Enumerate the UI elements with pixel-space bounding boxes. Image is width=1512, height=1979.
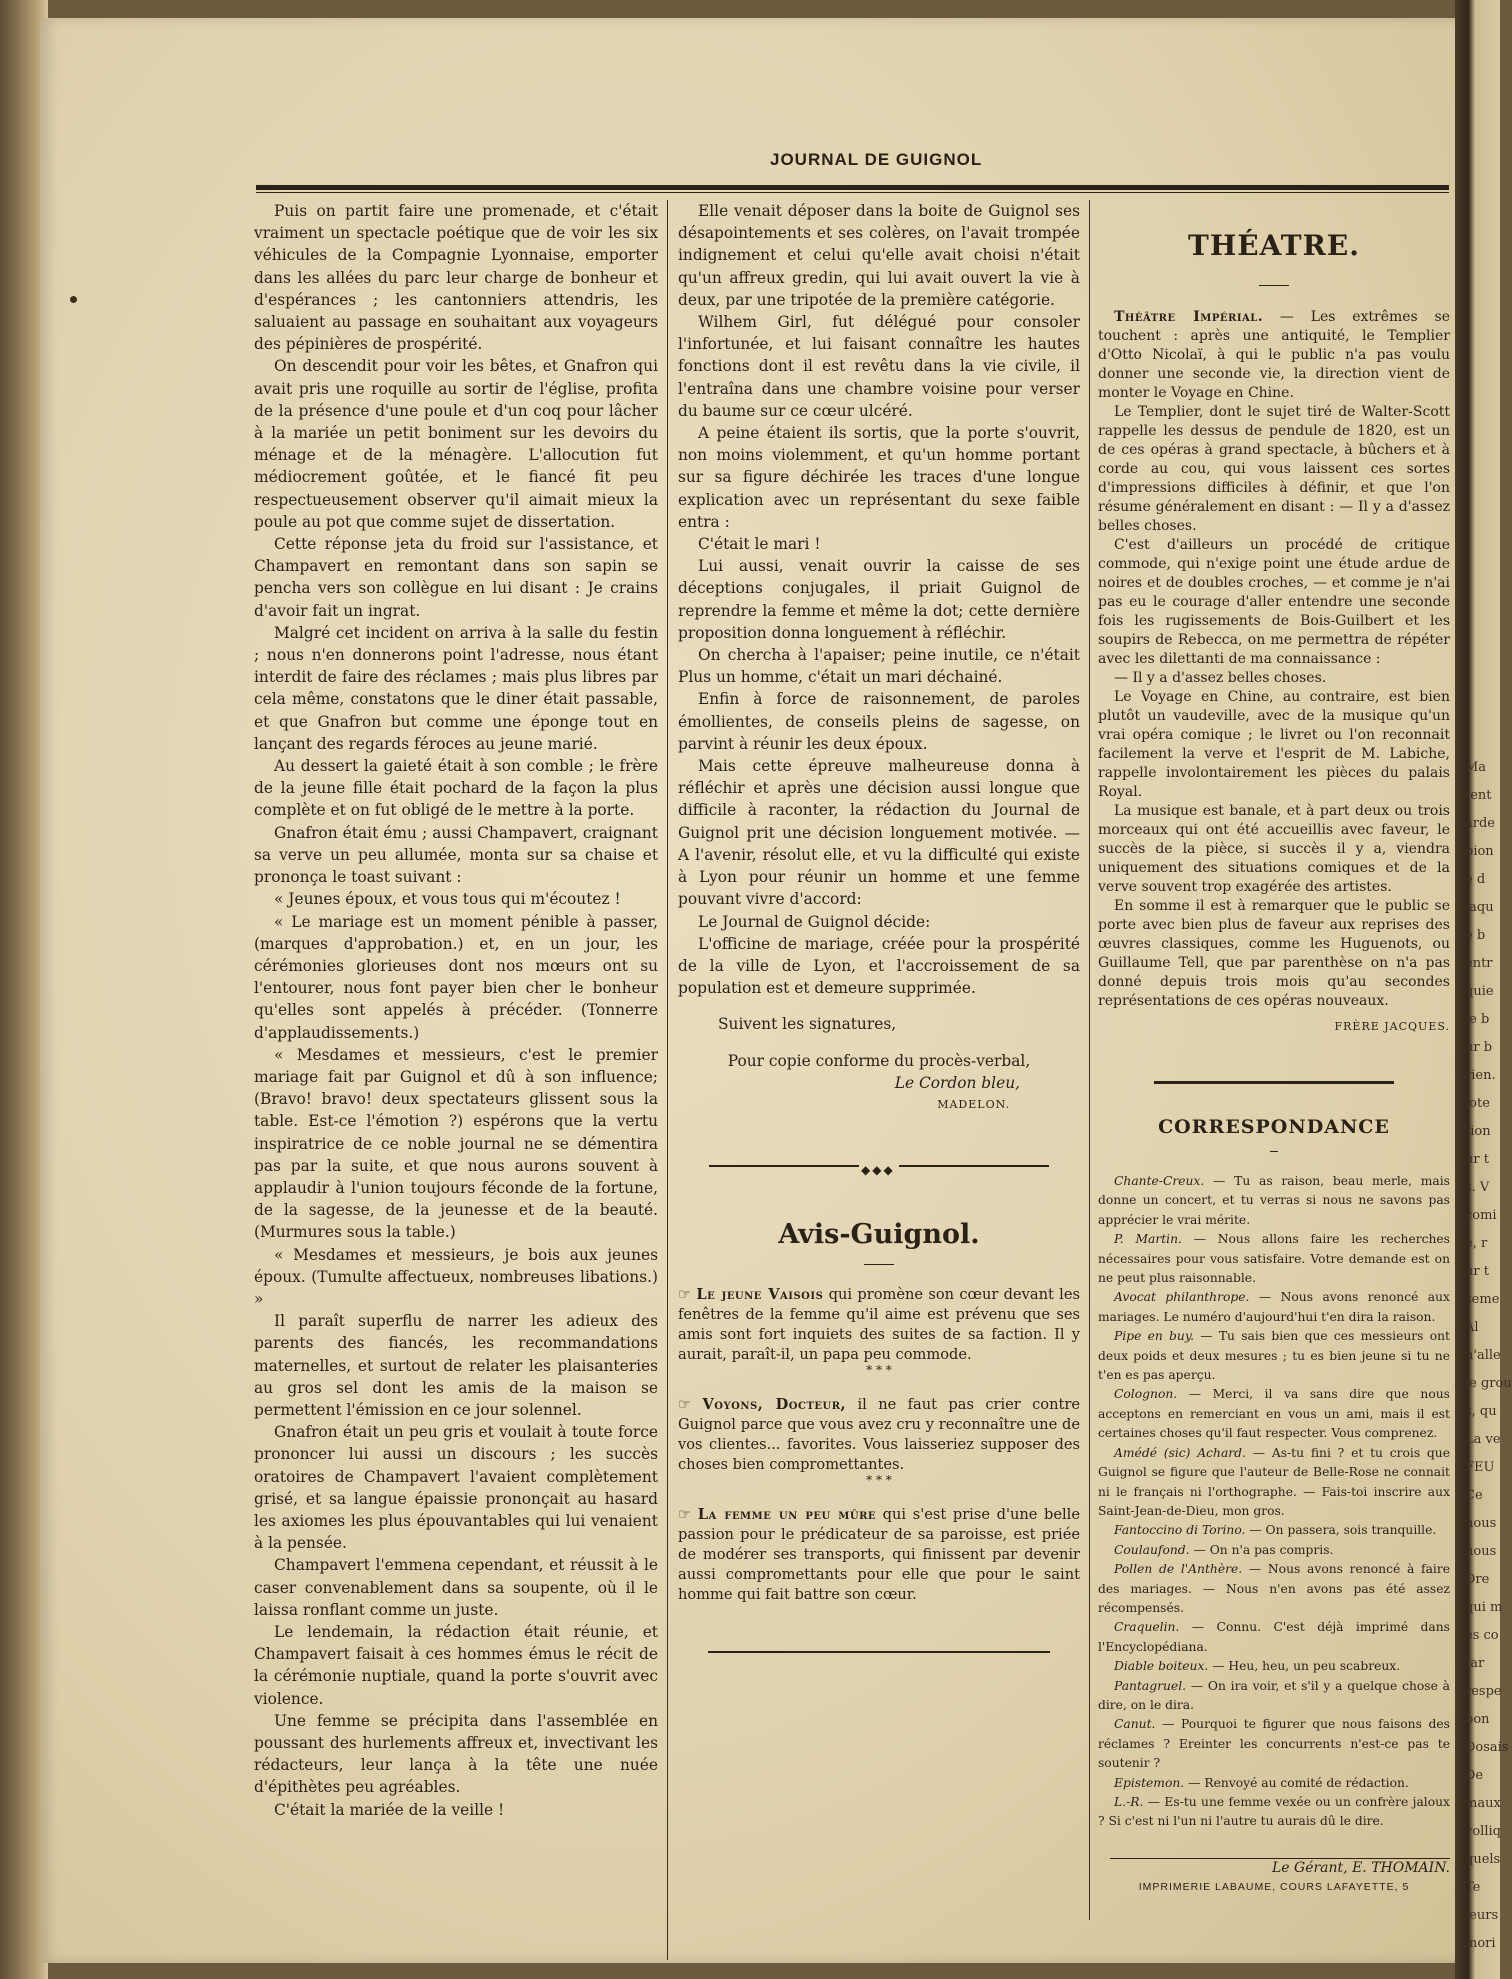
- corr-text: — Nous avons renoncé à faire des mariages. — Nous n'en avons pas été assez récompensés.: [1098, 1562, 1451, 1615]
- corr-item: [1098, 1521, 1450, 1540]
- next-page-fragment: respe: [1465, 1684, 1502, 1699]
- running-head: JOURNAL DE GUIGNOL: [770, 150, 983, 169]
- page-hole-mark: [70, 296, 77, 303]
- corr-text: — Connu. C'est déjà imprimé dans l'Encyclopédiana.: [1098, 1620, 1450, 1654]
- col1-paragraph: On descendit pour voir les bêtes, et Gnafron qui avait pris une roquille au sortir de l'église, profita de la présence d'une poule et d'un coq pour lâcher à la mariée un petit boniment sur les devoirs du ménage et de la ménagère. L'allocution fut médiocrement goûtée, et le fiancé fit peu respectueusement observer qu'il aimait mieux la poule au pot que comme sujet de dissertation.: [254, 357, 658, 531]
- col1-paragraph: Le lendemain, la rédaction était réunie, et Champavert faisait à ces hommes émus le récit de la cérémonie nuptiale, quand la porte s'ouvrit avec violence.: [254, 1623, 658, 1708]
- signatures-line: Suivent les signatures,: [718, 1015, 897, 1034]
- avis-text: il ne faut pas crier contre Guignol parce que vous avez cru y reconnaître une de vos clientes... favorites. Vous laisseriez supposer des choses bien compromettantes.: [678, 1396, 1080, 1474]
- copy-line: Pour copie conforme du procès-verbal,: [727, 1051, 1031, 1070]
- corr-text: — Nous avons renoncé aux mariages. Le numéro d'aujourd'hui t'en dira la raison.: [1098, 1290, 1450, 1324]
- gerant-line: Le Gérant, E. THOMAIN.: [1271, 1859, 1450, 1876]
- corr-name: P. Martin.: [1114, 1232, 1182, 1247]
- avis-lead: Le jeune Vaisois: [696, 1286, 824, 1304]
- corr-name: Avocat philanthrope.: [1114, 1290, 1250, 1305]
- next-page-fragment: Ce: [1465, 1488, 1483, 1503]
- corr-item: [1098, 1560, 1450, 1618]
- corr-text: — On ira voir, et s'il y a quelque chose à dire, on le dira.: [1098, 1678, 1450, 1712]
- next-page-fragment: La ve: [1465, 1432, 1501, 1447]
- next-page-fragment: laqu: [1465, 900, 1494, 915]
- corr-item: [1098, 1618, 1450, 1657]
- corr-text: — Merci, il va sans dire que nous acceptons en remerciant en vous un ami, mais il est certaines choses qu'il faut respecter. Vous comprenez.: [1098, 1387, 1450, 1441]
- next-page-fragment: qui m: [1465, 1600, 1503, 1615]
- col1-paragraph: Puis on partit faire une promenade, et c'était vraiment un spectacle poétique que de voir les six véhicules de la Compagnie Lyonnaise, emporter dans les allées du parc leur charge de bonheur et d'espérances ; les cantonniers attendris, les saluaient au passage en souhaitant aux voyageurs des pépinières de prospérité.: [254, 202, 658, 354]
- avis-item: ☞ Le jeune Vaisois qui promène son cœur devant les fenêtres de la femme qu'il aime est prévenu que ses amis sont fort inquiets des suites de sa faction. Il y aurait, paraît-il, un papa peu commode.: [678, 1286, 1080, 1364]
- corr-text: — On n'a pas compris.: [1189, 1542, 1334, 1557]
- column-rule-1: [667, 200, 668, 1960]
- corr-name: Fantoccino di Torino.: [1114, 1523, 1246, 1538]
- next-page-fragment: bion: [1465, 844, 1494, 859]
- short-rule: [1259, 285, 1289, 286]
- col2-paragraph: On chercha à l'apaiser; peine inutile, ce n'était Plus un homme, c'était un mari déchainé.: [678, 646, 1080, 687]
- frere-jacques-signature: FRÈRE JACQUES.: [1334, 1020, 1450, 1033]
- next-page-fragment: le b: [1465, 1012, 1490, 1027]
- corr-name: Pantagruel.: [1114, 1678, 1187, 1693]
- theatre-paragraph: La musique est banale, et à part deux ou trois morceaux qui ont été accueillis avec faveur, le succès de la pièce, si succès il y a, viendra uniquement des situations comiques et de la verve souvent trop exagérée des artistes.: [1098, 803, 1450, 895]
- corr-name: Coulaufond.: [1114, 1542, 1190, 1557]
- corr-name: Pollen de l'Anthère.: [1114, 1562, 1243, 1577]
- col1-paragraph: Malgré cet incident on arriva à la salle du festin ; nous n'en donnerons point l'adresse, nous étant interdit de faire des réclames ; mais plus libres par cela même, constatons que le diner était passable, et que Gnafron but comme une éponge tout en lançant des regards féroces au jeune marié.: [254, 623, 658, 753]
- corr-text: — On passera, sois tranquille.: [1245, 1523, 1437, 1538]
- ornament-divider: [1154, 1072, 1394, 1092]
- col2-paragraph: Wilhem Girl, fut délégué pour consoler l'infortunée, et lui faisant connaître les hautes fonctions dont il est revêtu dans la vie civile, il l'entraîna dans une chambre voisine pour verser du baume sur ce cœur ulcéré.: [678, 313, 1080, 420]
- col1-paragraph: Une femme se précipita dans l'assemblée en poussant des hurlements affreux et, invectivant les rédacteurs, leur lança à la tête une nuée d'épithètes peu agréables.: [254, 1711, 658, 1797]
- corr-item: [1098, 1385, 1450, 1443]
- imprimerie-line: IMPRIMERIE LABAUME, COURS LAFAYETTE, 5: [1138, 1880, 1410, 1893]
- column-1: [254, 200, 658, 1821]
- col2-paragraph: Lui aussi, venait ouvrir la caisse de ses déceptions conjugales, il priait Guignol de reprendre la femme et même la dot; cette dernière proposition donna longuement à réfléchir.: [678, 557, 1080, 642]
- corr-item: [1098, 1230, 1450, 1288]
- next-page-fragment: es co: [1465, 1628, 1499, 1643]
- corr-text: — Renvoyé au comité de rédaction.: [1184, 1775, 1409, 1790]
- corr-name: Diable boiteux.: [1114, 1659, 1209, 1674]
- corr-name: Chante-Creux.: [1114, 1174, 1205, 1188]
- corr-name: Pipe en buy.: [1114, 1329, 1195, 1344]
- corr-item: [1098, 1172, 1450, 1230]
- next-page-fragment: volliq: [1465, 1824, 1501, 1839]
- corr-text: — Es-tu une femme vexée ou un confrère jaloux ? Si c'est ni l'un ni l'autre tu aurais dû le dire.: [1098, 1795, 1450, 1829]
- col1-paragraph: « Mesdames et messieurs, c'est le premier mariage fait par Guignol et dû à son influence; (Bravo! bravo! deux spectateurs glissent sous la table. Est-ce l'émotion ?) espérons que la vertu inspiratrice de ce noble journal ne se démentira pas par la suite, et que nous aurons souvent à applaudir à l'union toujours féconde de la fortune, de la sagesse, de la jeunesse et de la beauté. (Murmures sous la table.): [254, 1045, 658, 1242]
- end-rule: [708, 1651, 1050, 1653]
- theatre-paragraph: Le Templier, dont le sujet tiré de Walter-Scott rappelle les dessus de pendule de 1820, est un de ces opéras à grand spectacle, à bûchers et à corde au cou, qui vous laissent ces sortes d'impressions difficiles à définir, et que l'on résume généralement en disant : — Il y a d'assez belles choses.: [1098, 404, 1450, 534]
- theatre-paragraph: — Il y a d'assez belles choses.: [1114, 670, 1327, 686]
- next-page-fragment: Dre: [1465, 1572, 1490, 1587]
- next-page-fragment: s, qu: [1465, 1404, 1497, 1419]
- avis-text: qui s'est prise d'une belle passion pour le prédicateur de sa paroisse, est priée de modérer ses transports, qui finissent par devenir aussi compromettants pour elle que pour le saint homme qui fait battre son cœur.: [678, 1506, 1080, 1604]
- col2-paragraph: Enfin à force de raisonnement, de paroles émollientes, de conseils pleins de sagesse, on parvint à réunir les deux époux.: [678, 690, 1080, 753]
- next-page-fragment: e d: [1465, 872, 1486, 887]
- short-rule: [1270, 1151, 1278, 1152]
- next-page-fragment: lote: [1465, 1096, 1490, 1111]
- corr-name: Amédé (sic) Achard.: [1114, 1445, 1246, 1460]
- next-page-fragment: leurs: [1465, 1908, 1499, 1923]
- next-page-fragment: rien.: [1465, 1068, 1496, 1083]
- corr-item: [1098, 1715, 1450, 1773]
- avis-item: ☞ Voyons, Docteur, il ne faut pas crier contre Guignol parce que vous avez cru y reconnaître une de vos clientes... favorites. Vous laisseriez supposer des choses bien compromettantes.: [678, 1396, 1080, 1474]
- corr-text: — Heu, heu, un peu scabreux.: [1208, 1659, 1401, 1674]
- col1-paragraph: Gnafron était ému ; aussi Champavert, craignant sa verve un peu allumée, monta sur sa chaise et prononça le toast suivant :: [254, 823, 658, 887]
- corr-item: [1098, 1541, 1450, 1560]
- corr-text: — As-tu fini ? et tu crois que Guignol se figure que l'auteur de Belle-Rose ne connait ni le français ni l'orthographe. — Fais-toi inscrire aux Saint-Jean-de-Dieu, mon gros.: [1098, 1445, 1450, 1518]
- next-page-fragment: quels: [1465, 1852, 1501, 1867]
- next-page-fragment: Dosais: [1465, 1740, 1509, 1755]
- correspondance-list: [1098, 1172, 1450, 1832]
- corr-item: [1098, 1793, 1450, 1832]
- column-rule-2: [1089, 200, 1090, 1920]
- corr-text: — Tu sais bien que ces messieurs ont deux poids et deux mesures ; tu es bien jeune si tu ne t'en es pas aperçu.: [1098, 1329, 1450, 1383]
- next-page-fragment: e b: [1465, 928, 1486, 943]
- next-page-fragment: e, r: [1465, 1236, 1488, 1251]
- col1-paragraph: C'était la mariée de la veille !: [274, 1800, 505, 1819]
- corr-item: [1098, 1327, 1450, 1385]
- next-page-fragment: tent: [1465, 788, 1492, 803]
- col1-paragraph: Champavert l'emmena cependant, et réussit à le caser convenablement dans sa soupente, où il le laissa ronflant comme un juste.: [254, 1556, 658, 1619]
- next-page-fragment: Ma: [1465, 760, 1487, 775]
- next-page-fragment: mori: [1465, 1936, 1496, 1951]
- corr-name: Epistemon.: [1114, 1775, 1185, 1790]
- col2-paragraph: Elle venait déposer dans la boite de Guignol ses désapointements et ses colères, on l'avait trompée indignement et celui qu'elle avait choisi n'était qu'un affreux gredin, qui lui avait ouvert la vie à deux, par une tripotée de la première catégorie.: [678, 202, 1080, 309]
- next-page-fragment: le grou: [1465, 1376, 1512, 1391]
- next-page-fragment: Jar: [1465, 1656, 1485, 1671]
- header-rule-thin: [256, 192, 1449, 193]
- corr-name: Craquelin.: [1114, 1620, 1180, 1635]
- theatre-paragraph: Le Voyage en Chine, au contraire, est bien plutôt un vaudeville, avec de la musique qu'un vrai opéra comique ; le livret ou l'on reconnait facilement la verve et l'esprit de M. Labiche, rappelle involontairement les pièces du palais Royal.: [1098, 689, 1450, 800]
- corr-name: L.-R.: [1114, 1795, 1144, 1809]
- corr-item: [1098, 1677, 1450, 1716]
- next-page-fragment: ur t: [1465, 1264, 1489, 1279]
- corr-name: Canut.: [1114, 1717, 1156, 1732]
- next-page-fragment: nous: [1465, 1516, 1497, 1531]
- col1-paragraph: « Mesdames et messieurs, je bois aux jeunes époux. (Tumulte affectueux, nombreuses libations.) »: [254, 1245, 658, 1308]
- next-page-fragment: s. V: [1465, 1180, 1490, 1195]
- next-page-fragment: Al: [1465, 1320, 1479, 1335]
- corr-item: [1098, 1657, 1450, 1676]
- theatre-text: — Les extrêmes se touchent : après une antiquité, le Templier d'Otto Nicolaï, à qui le public n'a pas voulu donner une seconde vie, la direction vient de monter le Voyage en Chine.: [1098, 309, 1450, 401]
- short-rule: [864, 1264, 894, 1265]
- corr-text: — Nous allons faire les recherches nécessaires pour vous satisfaire. Votre demande est on ne peut plus raisonnable.: [1098, 1232, 1450, 1286]
- theatre-paragraph: [1098, 308, 1450, 403]
- column-3: [1098, 200, 1450, 1897]
- next-page-fragment: FEU: [1465, 1460, 1495, 1475]
- stars-separator: * * *: [866, 1363, 892, 1378]
- corr-name: Colognon.: [1114, 1387, 1178, 1402]
- col2-paragraph: A peine étaient ils sortis, que la porte s'ouvrit, non moins violemment, et qu'un homme portant sur sa figure déchirée les traces d'une longue explication avec un représentant du sexe faible entra :: [678, 424, 1080, 531]
- next-page-fragment: nous: [1465, 1544, 1497, 1559]
- correspondance-title: CORRESPONDANCE: [1158, 1116, 1390, 1138]
- col2-paragraph: L'officine de mariage, créée pour la prospérité de la ville de Lyon, et l'accroissement de sa population est et demeure supprimée.: [678, 934, 1080, 998]
- avis-lead: Voyons, Docteur,: [702, 1396, 847, 1414]
- col1-paragraph: Cette réponse jeta du froid sur l'assistance, et Champavert en remontant dans son sapin se pencha vers son collègue en lui disant : Je crains d'avoir fait un ingrat.: [254, 535, 658, 620]
- next-page-fragment: n'alle: [1465, 1348, 1501, 1363]
- avis-guignol-title: Avis-Guignol.: [778, 1219, 980, 1251]
- theatre-paragraph: En somme il est à remarquer que le public se porte avec bien plus de faveur aux reprises des œuvres classiques, comme les Huguenots, ou Guillaume Tell, que par parenthèse on n'a pas donné depuis trois mois qu'au secondes représentations de ces opéras nouveaux.: [1098, 898, 1450, 1009]
- next-page-fragment: bon: [1465, 1712, 1490, 1727]
- corr-item: [1098, 1288, 1450, 1327]
- theatre-title: THÉATRE.: [1187, 229, 1361, 262]
- cordon-bleu: Le Cordon bleu,: [894, 1073, 1020, 1092]
- next-page-fragment: maux: [1465, 1796, 1501, 1811]
- next-page-fragment: tion: [1465, 1124, 1491, 1139]
- col2-paragraph: Mais cette épreuve malheureuse donna à réfléchir et après une décision aussi longue que difficile à raconter, la rédaction du Journal de Guignol prit une décision longuement motivée. — A l'avenir, résolut elle, et vu la difficulté qui existe à Lyon pour réunir un homme et une femme pouvant vivre d'accord:: [678, 757, 1080, 909]
- next-page-fragment: arde: [1465, 816, 1495, 831]
- madelon-signature: MADELON.: [937, 1097, 1010, 1111]
- next-page-fragment: entr: [1465, 956, 1493, 971]
- next-page-fragment: seme: [1465, 1292, 1500, 1307]
- col1-paragraph: « Jeunes époux, et vous tous qui m'écoutez !: [274, 890, 621, 909]
- stars-separator: * * *: [866, 1473, 892, 1488]
- corr-item: [1098, 1774, 1450, 1793]
- next-page-fragment: Te: [1465, 1880, 1481, 1895]
- col1-paragraph: « Le mariage est un moment pénible à passer, (marques d'approbation.) et, en un jour, les cérémonies glorieuses dont nos mœurs ont su l'entourer, nous font payer bien cher le bonheur qu'elles sont appelés à précéder. (Tonnerre d'applaudissements.): [254, 912, 658, 1042]
- next-page-fragment: ur t: [1465, 1152, 1489, 1167]
- avis-item: ☞ La femme un peu mûre qui s'est prise d'une belle passion pour le prédicateur de sa paroisse, est priée de modérer ses transports, qui finissent par devenir aussi compromettants pour elle que pour le saint homme qui fait battre son cœur.: [678, 1506, 1080, 1604]
- col1-paragraph: Au dessert la gaieté était à son comble ; le frère de la jeune fille était pochard de la façon la plus complète et on fut obligé de le mettre à la porte.: [254, 757, 658, 820]
- col1-paragraph: Il paraît superflu de narrer les adieux des parents des fiancés, les recommandations maternelles, et surtout de relater les plaisanteries au gros sel dont les amis de la maison se permettent l'émission en ce jour solennel.: [254, 1312, 658, 1419]
- next-page-fragment: quie: [1465, 984, 1494, 999]
- corr-text: — Pourquoi te figurer que nous faisons des réclames ? Ereinter les concurrents n'est-ce pas te soutenir ?: [1098, 1717, 1450, 1771]
- ornament-divider: ◆◆◆: [709, 1156, 1049, 1176]
- corr-text: — Tu as raison, beau merle, mais donne un concert, et tu verras si nous ne savons pas apprécier le vrai mérite.: [1098, 1174, 1450, 1227]
- theatre-paragraph: C'est d'ailleurs un procédé de critique commode, qui n'exige point une étude ardue de noires et de doubles croches, — et comme je n'ai pas eu le courage d'aller entendre une seconde fois les rugissements de Bois-Guilbert et les soupirs de Rebecca, on me permettra de répéter avec les dilettanti de ma connaissance :: [1098, 537, 1450, 667]
- header-rule: [256, 185, 1449, 190]
- avis-text: qui promène son cœur devant les fenêtres de la femme qu'il aime est prévenu que ses amis sont fort inquiets des suites de sa faction. Il y aurait, paraît-il, un papa peu commode.: [678, 1286, 1080, 1364]
- col1-paragraph: Gnafron était un peu gris et voulait à toute force prononcer lui aussi un discours ; les succès oratoires de Champavert l'avaient complètement grisé, et sa langue épaissie prononçait au hasard les axiomes les plus épouvantables qui lui venaient à la pensée.: [254, 1423, 658, 1553]
- col2-paragraph: C'était le mari !: [698, 535, 821, 554]
- avis-lead: La femme un peu mûre: [697, 1506, 877, 1524]
- col2-paragraph: Le Journal de Guignol décide:: [698, 912, 931, 931]
- corr-item: [1098, 1444, 1450, 1522]
- theatre-lead: Théâtre Impérial.: [1114, 309, 1264, 325]
- next-page-fragment: De: [1465, 1768, 1484, 1783]
- column-2: [678, 200, 1080, 1653]
- next-page-fragment: comi: [1465, 1208, 1497, 1223]
- next-page-fragment: ur b: [1465, 1040, 1493, 1055]
